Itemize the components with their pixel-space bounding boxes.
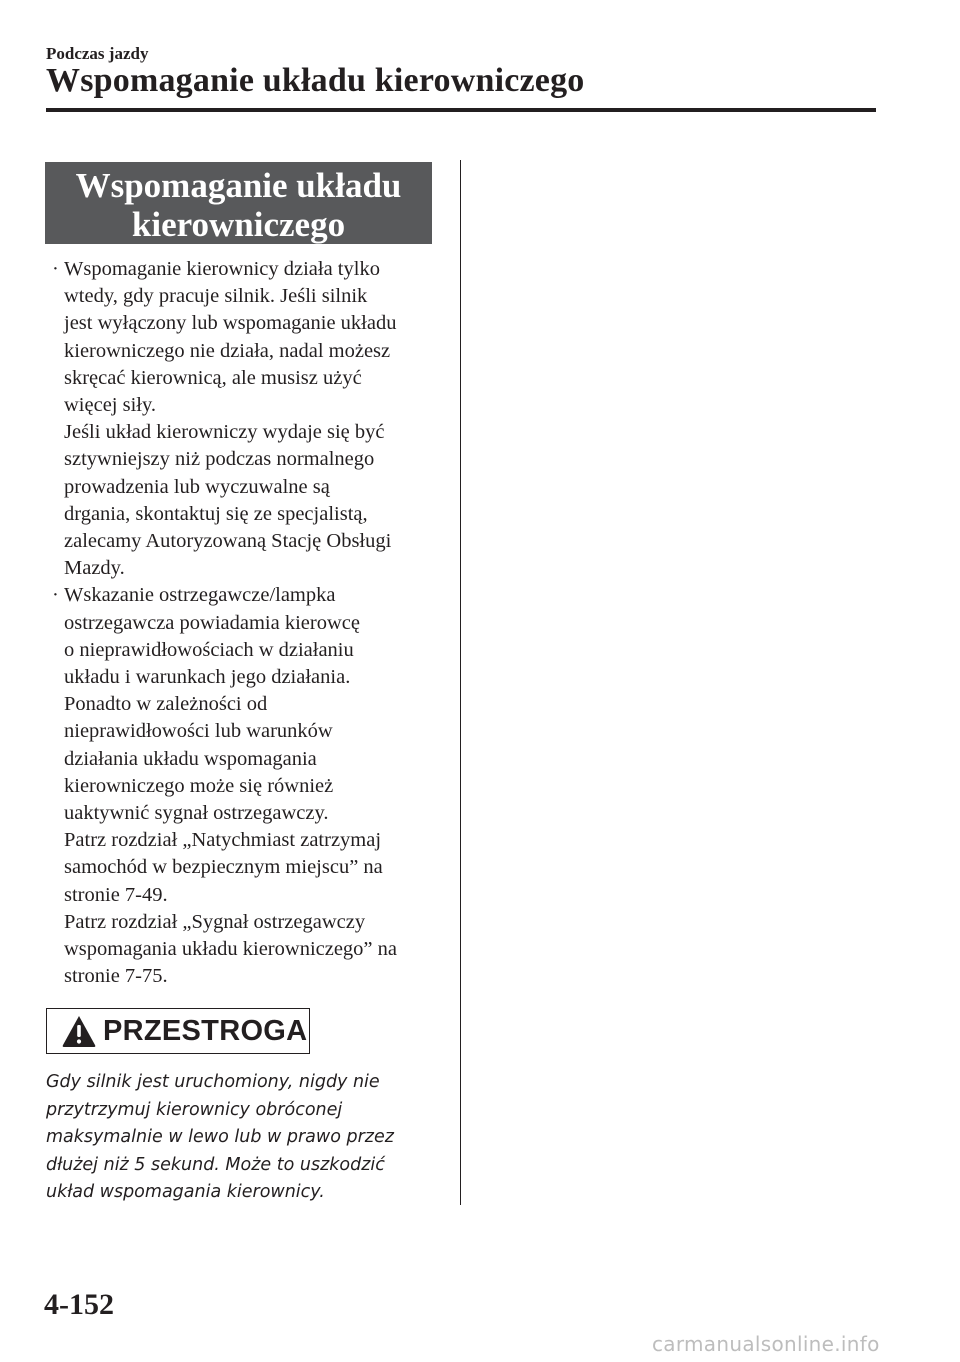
- text-line: stronie 7-49.: [64, 883, 168, 906]
- caution-line: maksymalnie w lewo lub w prawo przez: [46, 1127, 394, 1147]
- text-line: sztywniejszy niż podczas normalnego: [64, 448, 375, 471]
- text-line: wtedy, gdy pracuje silnik. Jeśli silnik: [64, 285, 368, 308]
- text-line: stronie 7-75.: [64, 965, 168, 988]
- bullet-mark: ·: [52, 584, 59, 607]
- column-rule: [460, 160, 461, 1205]
- caution-text: [46, 1069, 446, 1207]
- caution-line: przytrzymuj kierownicy obróconej: [46, 1099, 343, 1120]
- bullet-item: [46, 582, 446, 990]
- text-line: układu i warunkach jego działania.: [64, 666, 351, 689]
- section-heading-line: kierowniczego: [131, 205, 346, 244]
- caution-line: dłużej niż 5 sekund. Może to uszkodzić: [46, 1154, 385, 1175]
- watermark: carmanualsonline.info: [652, 1332, 880, 1356]
- text-line: Patrz rozdział „Natychmiast zatrzymaj: [64, 829, 382, 852]
- page-number: 4-152: [44, 1288, 114, 1321]
- text-line: uaktywnić sygnał ostrzegawczy.: [64, 802, 329, 825]
- text-line: Ponadto w zależności od: [64, 693, 268, 716]
- text-line: skręcać kierownicą, ale musisz użyć: [64, 366, 362, 389]
- text-line: kierowniczego nie działa, nadal możesz: [64, 339, 391, 362]
- text-line: jest wyłączony lub wspomaganie układu: [64, 312, 397, 335]
- bullet-item: [46, 256, 446, 582]
- text-line: Jeśli układ kierowniczy wydaje się być: [64, 421, 385, 444]
- text-line: Patrz rozdział „Sygnał ostrzegawczy: [64, 910, 366, 933]
- title-rule: [46, 108, 876, 112]
- text-line: o nieprawidłowościach w działaniu: [64, 638, 354, 661]
- text-line: kierowniczego może się również: [64, 774, 334, 797]
- caution-label: PRZESTROGA: [103, 1014, 308, 1047]
- caution-line: układ wspomagania kierownicy.: [46, 1182, 325, 1202]
- text-line: działania układu wspomagania: [64, 747, 317, 770]
- text-line: drgania, skontaktuj się ze specjalistą,: [64, 502, 368, 525]
- bullet-mark: ·: [52, 258, 59, 280]
- text-line: ostrzegawcza powiadamia kierowcę: [64, 611, 360, 634]
- section-heading-box: [45, 162, 432, 244]
- body-text: [46, 256, 446, 990]
- text-line: zalecamy Autoryzowaną Stację Obsługi: [64, 530, 392, 553]
- text-line: Wspomaganie kierownicy działa tylko: [64, 258, 380, 280]
- caution-line: Gdy silnik jest uruchomiony, nigdy nie: [46, 1072, 380, 1092]
- text-line: wspomagania układu kierowniczego” na: [64, 938, 398, 961]
- text-line: nieprawidłowości lub warunków: [64, 720, 333, 743]
- page-title: Wspomaganie układu kierowniczego: [46, 62, 585, 99]
- text-line: prowadzenia lub wyczuwalne są: [64, 475, 330, 498]
- text-line: Mazdy.: [64, 557, 125, 580]
- section-heading-line: Wspomaganie układu: [75, 166, 402, 205]
- caution-box: [46, 1008, 310, 1054]
- text-line: samochód w bezpiecznym miejscu” na: [64, 856, 383, 879]
- text-line: Wskazanie ostrzegawcze/lampka: [64, 584, 336, 607]
- text-line: więcej siły.: [64, 394, 157, 417]
- warning-triangle-icon: [61, 1014, 97, 1048]
- running-head: Podczas jazdy: [46, 44, 149, 63]
